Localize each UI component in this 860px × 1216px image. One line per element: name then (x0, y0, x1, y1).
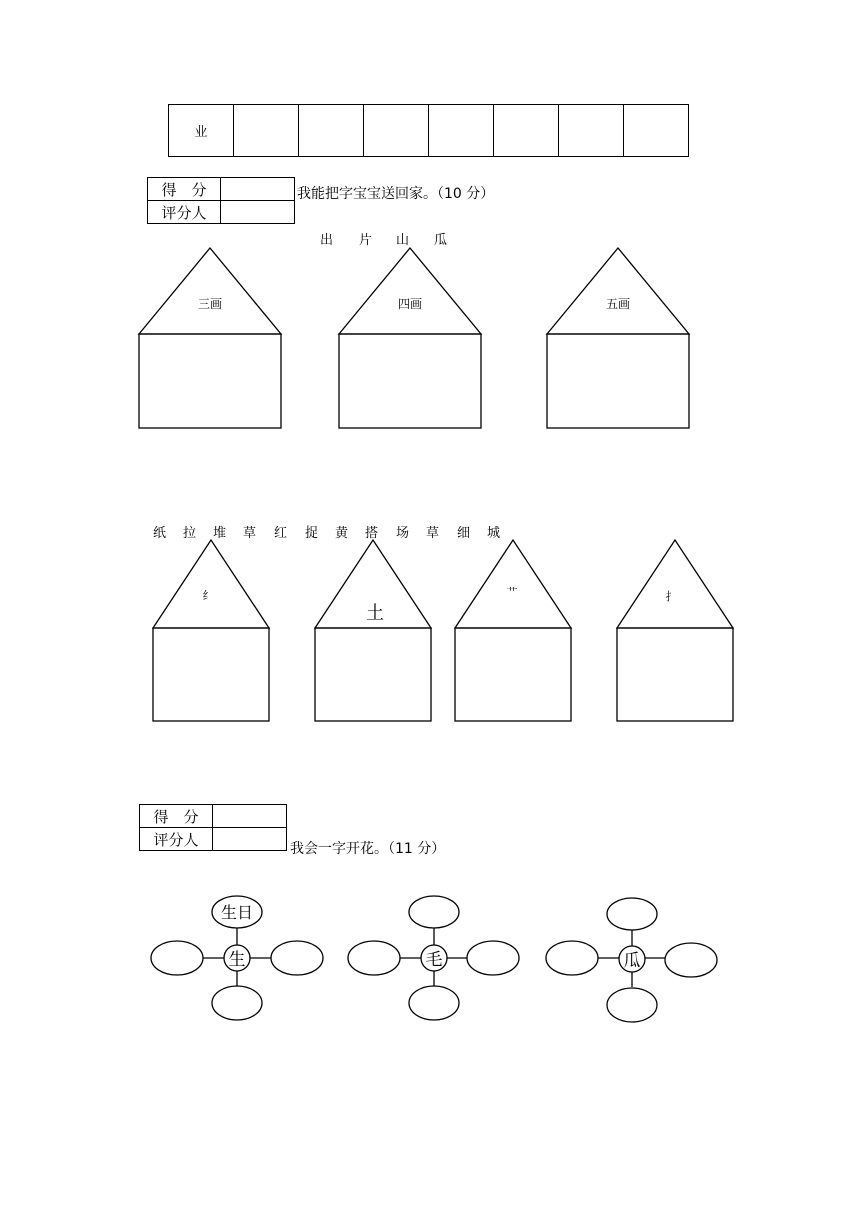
char-item: 瓜 (434, 233, 448, 248)
house-label: 三画 (197, 297, 223, 311)
flower-petal-right[interactable] (665, 943, 717, 977)
house-label: 纟 (202, 589, 214, 602)
house-grass-radical[interactable] (455, 540, 571, 721)
flower-petal-left[interactable] (151, 941, 203, 975)
grader-label: 评分人 (148, 201, 221, 224)
flower-petal-top[interactable] (607, 898, 657, 930)
char-item: 红 (274, 526, 288, 541)
house-silk-radical[interactable] (153, 540, 269, 721)
flower-petal-bottom[interactable] (409, 986, 459, 1020)
score-label: 得 分 (148, 178, 221, 201)
flower-petal-right[interactable] (467, 941, 519, 975)
house-label: 土 (366, 603, 384, 624)
char-item: 场 (396, 526, 410, 541)
char-item: 搭 (365, 526, 379, 541)
char-item: 细 (457, 526, 471, 541)
char-item: 堆 (213, 526, 227, 541)
house-earth-radical[interactable] (315, 540, 431, 721)
top-grid-cell: 业 (169, 105, 234, 157)
word-flower-2 (348, 896, 519, 1020)
char-item: 黄 (335, 526, 349, 541)
grader-label: 评分人 (140, 828, 213, 851)
char-item: 草 (426, 526, 440, 541)
char-item: 草 (243, 526, 257, 541)
section1-houses (0, 0, 860, 450)
house-label: 艹 (506, 586, 518, 599)
char-item: 纸 (153, 526, 167, 541)
house-label: 四画 (397, 297, 423, 311)
house-label: 五画 (605, 297, 631, 311)
section3-instruction: 我会一字开花。（11 分） (290, 841, 446, 857)
grader-input-cell[interactable] (213, 828, 287, 851)
house-five-strokes[interactable] (547, 248, 689, 428)
house-label: 扌 (665, 590, 677, 603)
house-hand-radical[interactable] (617, 540, 733, 721)
flower-top-example: 生日 (220, 903, 254, 922)
word-flower-3 (546, 898, 717, 1022)
score-input-cell[interactable] (213, 805, 287, 828)
word-flower-1 (151, 896, 323, 1020)
char-item: 山 (396, 233, 410, 248)
score-label: 得 分 (140, 805, 213, 828)
house-three-strokes[interactable] (139, 248, 281, 428)
flower-center-char: 生 (228, 950, 246, 970)
word-flowers (0, 880, 860, 1040)
flower-center-char: 瓜 (623, 951, 641, 971)
flower-petal-bottom[interactable] (607, 988, 657, 1022)
flower-petal-bottom[interactable] (212, 986, 262, 1020)
flower-petal-left[interactable] (546, 941, 598, 975)
section1-instruction: 我能把字宝宝送回家。（10 分） (297, 186, 495, 202)
flower-center-char: 毛 (425, 950, 443, 970)
flower-petal-top[interactable] (409, 896, 459, 928)
flower-petal-left[interactable] (348, 941, 400, 975)
char-item: 捉 (305, 526, 319, 541)
char-item: 出 (320, 233, 334, 248)
flower-petal-right[interactable] (271, 941, 323, 975)
char-item: 片 (359, 233, 373, 248)
char-item: 拉 (183, 526, 197, 541)
section2-houses (0, 520, 860, 740)
score-box-2 (139, 804, 287, 851)
house-four-strokes[interactable] (339, 248, 481, 428)
char-item: 城 (487, 526, 501, 541)
